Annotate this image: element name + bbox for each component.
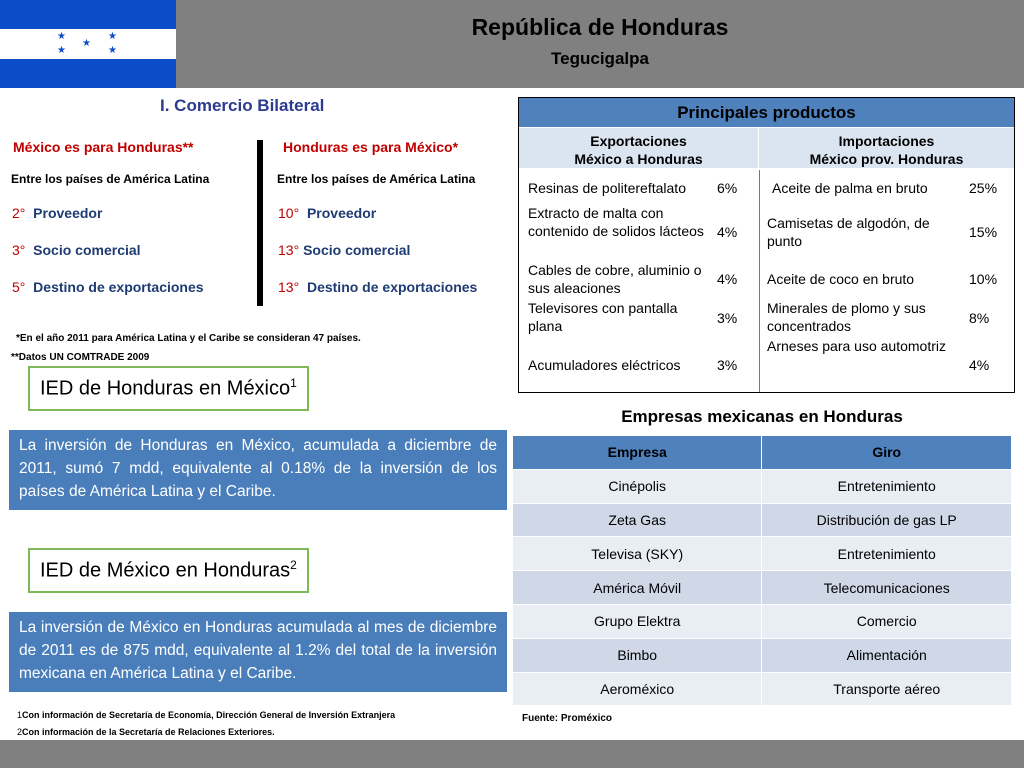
products-table	[518, 97, 1015, 393]
ied-mexico-text: La inversión de México en Honduras acumulada al mes de diciembre de 2011 es de 875 mdd, equivalente al 1.2% del total de la inversión mexicana en América Latina y el Caribe.	[9, 612, 507, 692]
table-row	[513, 503, 1012, 537]
export-product: Televisores con pantalla plana	[528, 300, 678, 334]
table-row	[513, 571, 1012, 605]
import-product: Aceite de coco en bruto	[767, 271, 915, 287]
import-product: Minerales de plomo y sus concentrados	[767, 300, 926, 334]
footnote-1: 1Con información de Secretaría de Economía, Dirección General de Inversión Extranjera	[17, 710, 396, 720]
header-bar	[0, 0, 1024, 88]
company-sector: Alimentación	[762, 638, 1012, 672]
export-product: Cables de cobre, aluminio o sus aleaciones	[528, 262, 702, 296]
export-share: 3%	[717, 310, 738, 326]
page-subtitle: Tegucigalpa	[551, 49, 649, 68]
export-product: Acumuladores eléctricos	[528, 357, 681, 373]
right-heading: Honduras es para México*	[283, 139, 459, 155]
import-share: 8%	[969, 310, 990, 326]
companies-title: Empresas mexicanas en Honduras	[621, 407, 903, 426]
company-sector: Entretenimiento	[762, 537, 1012, 571]
company-name: Televisa (SKY)	[513, 537, 762, 571]
table-row	[513, 604, 1012, 638]
right-rank-item: 10° Proveedor	[278, 205, 377, 221]
company-name: Zeta Gas	[513, 503, 762, 537]
import-share: 4%	[969, 357, 990, 373]
column-divider	[257, 140, 263, 306]
products-body	[519, 170, 1014, 392]
footer-bar	[0, 740, 1024, 768]
companies-table	[512, 435, 1012, 706]
note-latam: *En el año 2011 para América Latina y el Caribe se consideran 47 países.	[16, 333, 361, 344]
company-name: Aeroméxico	[513, 672, 762, 706]
company-sector: Entretenimiento	[762, 469, 1012, 503]
ied-honduras-title: IED de Honduras en México$^1$	[28, 366, 309, 411]
company-sector: Transporte aéreo	[762, 672, 1012, 706]
header-giro: Giro	[762, 436, 1012, 470]
header-empresa: Empresa	[513, 436, 762, 470]
export-product: Extracto de malta con contenido de solidos lácteos	[528, 205, 704, 239]
right-rank-item: 13° Destino de exportaciones	[278, 279, 478, 295]
products-title: Principales productos	[519, 98, 1014, 128]
col-header-imports: Importaciones México prov. Honduras	[809, 133, 964, 167]
source-note: Fuente: Proméxico	[522, 713, 613, 724]
import-product: Aceite de palma en bruto	[772, 180, 928, 196]
company-sector: Distribución de gas LP	[762, 503, 1012, 537]
company-sector: Telecomunicaciones	[762, 571, 1012, 605]
company-name: Cinépolis	[513, 469, 762, 503]
company-name: Bimbo	[513, 638, 762, 672]
table-row	[513, 672, 1012, 706]
company-name: América Móvil	[513, 571, 762, 605]
export-share: 4%	[717, 224, 738, 240]
left-heading: México es para Honduras**	[13, 139, 194, 155]
import-share: 25%	[969, 180, 998, 196]
right-rank-item: 13° Socio comercial	[278, 242, 411, 258]
import-share: 15%	[969, 224, 998, 240]
note-comtrade: **Datos UN COMTRADE 2009	[11, 352, 150, 363]
import-product: Arneses para uso automotriz	[767, 338, 946, 354]
col-header-exports: Exportaciones México a Honduras	[519, 128, 759, 168]
honduras-flag-icon: ★ ★ ★ ★ ★	[0, 0, 176, 88]
left-subheading: Entre los países de América Latina	[11, 172, 210, 186]
ied-honduras-text: La inversión de Honduras en México, acumulada a diciembre de 2011, sumó 7 mdd, equivalente al 0.18% de la inversión de los países de América Latina y el Caribe.	[9, 430, 507, 510]
footnote-2: 2Con información de la Secretaría de Relaciones Exteriores.	[17, 727, 275, 737]
products-col-headers	[519, 128, 1014, 170]
table-row	[513, 469, 1012, 503]
company-name: Grupo Elektra	[513, 604, 762, 638]
table-row	[513, 537, 1012, 571]
left-rank-item: 5° Destino de exportaciones	[12, 279, 204, 295]
page-title: República de Honduras	[471, 14, 729, 40]
export-product: Resinas de politereftalato	[528, 180, 686, 196]
left-rank-item: 2° Proveedor	[12, 205, 103, 221]
import-share: 10%	[969, 271, 998, 287]
export-share: 4%	[717, 271, 738, 287]
export-share: 3%	[717, 357, 738, 373]
export-share: 6%	[717, 180, 738, 196]
import-product: Camisetas de algodón, de punto	[767, 215, 930, 249]
section-title-bilateral: I. Comercio Bilateral	[160, 96, 325, 115]
right-subheading: Entre los países de América Latina	[277, 172, 476, 186]
ied-mexico-title: IED de México en Honduras$^2$	[28, 548, 309, 593]
company-sector: Comercio	[762, 604, 1012, 638]
table-row	[513, 638, 1012, 672]
left-rank-item: 3° Socio comercial	[12, 242, 141, 258]
